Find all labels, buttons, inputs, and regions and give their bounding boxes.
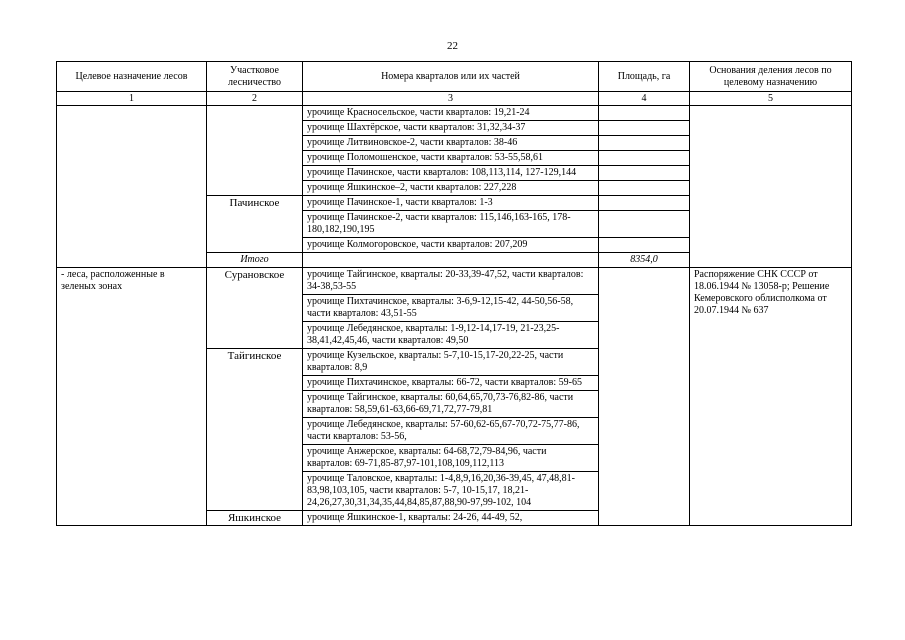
column-number-row bbox=[57, 92, 852, 106]
quarters-cell: урочище Пачинское-1, части кварталов: 1-3 bbox=[303, 196, 599, 211]
basis-cell: Распоряжение СНК СССР от 18.06.1944 № 13058-р; Решение Кемеровского облисполкома от 20.07.1944 № 637 bbox=[690, 268, 852, 526]
header-forestry: Участковое лесничество bbox=[207, 62, 303, 92]
area-cell bbox=[599, 136, 690, 151]
quarters-cell: урочище Пихтачинское, кварталы: 66-72, части кварталов: 59-65 bbox=[303, 376, 599, 391]
header-basis: Основания деления лесов по целевому назначению bbox=[690, 62, 852, 92]
quarters-cell: урочище Тайгинское, кварталы: 20-33,39-47,52, части кварталов: 34-38,53-55 bbox=[303, 268, 599, 295]
quarters-cell: урочище Пихтачинское, кварталы: 3-6,9-12,15-42, 44-50,56-58, части кварталов: 43,51-55 bbox=[303, 295, 599, 322]
quarters-cell: урочище Пачинское, части кварталов: 108,113,114, 127-129,144 bbox=[303, 166, 599, 181]
area-cell bbox=[599, 211, 690, 238]
area-cell bbox=[599, 151, 690, 166]
quarters-cell: урочище Кузельское, кварталы: 5-7,10-15,17-20,22-25, части кварталов: 8,9 bbox=[303, 349, 599, 376]
area-cell bbox=[599, 181, 690, 196]
area-cell bbox=[599, 238, 690, 253]
forestry-name: Тайгинское bbox=[207, 349, 303, 511]
quarters-cell: урочище Пачинское-2, части кварталов: 115,146,163-165, 178-180,182,190,195 bbox=[303, 211, 599, 238]
quarters-cell: урочище Колмогоровское, части кварталов: 207,209 bbox=[303, 238, 599, 253]
quarters-cell: урочище Тайгинское, кварталы: 60,64,65,70,73-76,82-86, части кварталов: 58,59,61-63,66-69,71,72,77-79,81 bbox=[303, 391, 599, 418]
quarters-cell: урочище Лебедянское, кварталы: 1-9,12-14,17-19, 21-23,25-38,41,42,45,46, части кварталов: 49,50 bbox=[303, 322, 599, 349]
header-row bbox=[57, 62, 852, 92]
area-cell bbox=[599, 121, 690, 136]
area-cell bbox=[599, 106, 690, 121]
forestry-name: Яшкинское bbox=[207, 511, 303, 526]
purpose-cell: - леса, расположенные в зеленых зонах bbox=[57, 268, 207, 526]
basis-cell-empty bbox=[690, 106, 852, 268]
table-row bbox=[57, 106, 852, 121]
total-label: Итого bbox=[207, 253, 303, 268]
quarters-cell: урочище Анжерское, кварталы: 64-68,72,79-84,96, части кварталов: 69-71,85-87,97-101,108,109,112,113 bbox=[303, 445, 599, 472]
column-number: 3 bbox=[303, 92, 599, 106]
column-number: 5 bbox=[690, 92, 852, 106]
purpose-cell-empty bbox=[57, 106, 207, 268]
column-number: 1 bbox=[57, 92, 207, 106]
quarters-cell: урочище Таловское, кварталы: 1-4,8,9,16,20,36-39,45, 47,48,81-83,98,103,105, части кварталов: 5-7, 10-15,17, 18,21-24,26,27,30,31,34,35,44,84,85,87,88,90-97,99-102, 104 bbox=[303, 472, 599, 511]
column-number: 4 bbox=[599, 92, 690, 106]
forestry-cell-empty bbox=[207, 106, 303, 196]
forestry-name: Сурановское bbox=[207, 268, 303, 349]
header-purpose: Целевое назначение лесов bbox=[57, 62, 207, 92]
header-quarters: Номера кварталов или их частей bbox=[303, 62, 599, 92]
quarters-cell: урочище Литвиновское-2, части кварталов: 38-46 bbox=[303, 136, 599, 151]
quarters-cell: урочище Поломошенское, части кварталов: 53-55,58,61 bbox=[303, 151, 599, 166]
quarters-cell: урочище Яшкинское-1, кварталы: 24-26, 44-49, 52, bbox=[303, 511, 599, 526]
area-cell bbox=[599, 196, 690, 211]
area-cell bbox=[599, 268, 690, 526]
forest-purpose-table bbox=[56, 61, 852, 526]
total-value: 8354,0 bbox=[599, 253, 690, 268]
forestry-name: Пачинское bbox=[207, 196, 303, 253]
quarters-cell: урочище Красносельское, части кварталов: 19,21-24 bbox=[303, 106, 599, 121]
quarters-cell: урочище Шахтёрское, части кварталов: 31,32,34-37 bbox=[303, 121, 599, 136]
column-number: 2 bbox=[207, 92, 303, 106]
total-quarters-empty bbox=[303, 253, 599, 268]
quarters-cell: урочище Яшкинское–2, части кварталов: 227,228 bbox=[303, 181, 599, 196]
area-cell bbox=[599, 166, 690, 181]
table-row bbox=[57, 268, 852, 295]
header-area: Площадь, га bbox=[599, 62, 690, 92]
page-number: 22 bbox=[447, 40, 458, 52]
quarters-cell: урочище Лебедянское, кварталы: 57-60,62-65,67-70,72-75,77-86, части кварталов: 53-56, bbox=[303, 418, 599, 445]
